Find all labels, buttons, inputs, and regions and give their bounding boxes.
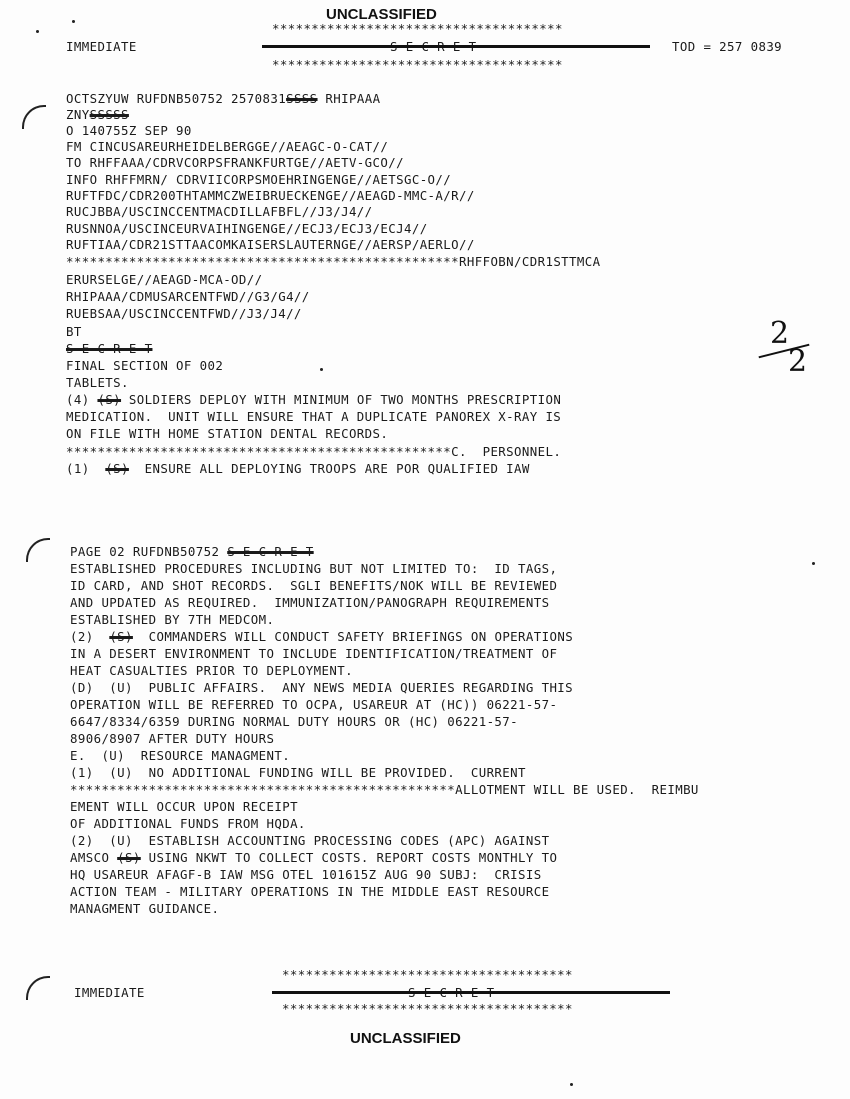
scan-speck <box>570 1083 573 1086</box>
routing-line: OCTSZYUW RUFDNB50752 2570831SSSS RHIPAAA <box>66 91 381 106</box>
struck-text: S E C R E T <box>227 544 314 559</box>
info-line: **************************************************RHFFOBN/CDR1STTMCA <box>66 254 601 269</box>
struck-text: (S) <box>117 850 141 865</box>
info-line: RUFTIAA/CDR21STTAACOMKAISERSLAUTERNGE//AERSP/AERLO// <box>66 237 475 252</box>
body-line: ACTION TEAM - MILITARY OPERATIONS IN THE MIDDLE EAST RESOURCE <box>70 884 550 899</box>
body-line: EMENT WILL OCCUR UPON RECEIPT <box>70 799 298 814</box>
info-line: INFO RHFFMRN/ CDRVIICORPSMOEHRINGENGE//AETSGC-O// <box>66 172 452 187</box>
precedence-footer: IMMEDIATE <box>74 985 145 1000</box>
scan-speck <box>812 562 815 565</box>
struck-text: SSSSS <box>89 107 129 122</box>
body-line: ESTABLISHED BY 7TH MEDCOM. <box>70 612 275 627</box>
body-line: HEAT CASUALTIES PRIOR TO DEPLOYMENT. <box>70 663 353 678</box>
body-line: 8906/8907 AFTER DUTY HOURS <box>70 731 275 746</box>
margin-mark <box>22 105 46 129</box>
body-line: (4) (S) SOLDIERS DEPLOY WITH MINIMUM OF TWO MONTHS PRESCRIPTION <box>66 392 562 407</box>
body-line: (2) (S) COMMANDERS WILL CONDUCT SAFETY BRIEFINGS ON OPERATIONS <box>70 629 574 644</box>
margin-mark <box>26 976 50 1000</box>
zny-line: ZNYSSSSS <box>66 107 129 122</box>
scan-speck <box>36 30 39 33</box>
section-indicator: FINAL SECTION OF 002 <box>66 358 224 373</box>
body-line: IN A DESERT ENVIRONMENT TO INCLUDE IDENTIFICATION/TREATMENT OF <box>70 646 558 661</box>
struck-secret: S E C R E T <box>66 341 153 356</box>
tod-stamp: TOD = 257 0839 <box>672 39 783 54</box>
body-line: (D) (U) PUBLIC AFFAIRS. ANY NEWS MEDIA QUERIES REGARDING THIS <box>70 680 574 695</box>
body-line: OPERATION WILL BE REFERRED TO OCPA, USAREUR AT (HC)) 06221-57- <box>70 697 558 712</box>
scan-speck <box>72 20 75 23</box>
date-time-group: O 140755Z SEP 90 <box>66 123 192 138</box>
body-line: OF ADDITIONAL FUNDS FROM HQDA. <box>70 816 306 831</box>
info-line: RUCJBBA/USCINCCENTMACDILLAFBFL//J3/J4// <box>66 204 373 219</box>
handwritten-page-number: 2 <box>770 316 790 351</box>
info-line: RUEBSAA/USCINCCENTFWD//J3/J4// <box>66 306 302 321</box>
struck-text: (S) <box>97 392 122 407</box>
secret-strikeout <box>272 991 670 994</box>
struck-text: SSSS <box>286 91 318 106</box>
body-line: *************************************************ALLOTMENT WILL BE USED. REIMBU <box>70 782 699 797</box>
header-stars-bottom: ************************************* <box>272 57 563 72</box>
struck-text: (S) <box>109 629 133 644</box>
info-line: RUSNNOA/USCINCEURVAIHINGENGE//ECJ3/ECJ3/ECJ4// <box>66 221 428 236</box>
body-line: ESTABLISHED PROCEDURES INCLUDING BUT NOT LIMITED TO: ID TAGS, <box>70 561 558 576</box>
body-line: AMSCO (S) USING NKWT TO COLLECT COSTS. REPORT COSTS MONTHLY TO <box>70 850 558 865</box>
from-line: FM CINCUSAREURHEIDELBERGGE//AEAGC-O-CAT// <box>66 139 389 154</box>
struck-text: (S) <box>105 461 129 476</box>
to-line: TO RHFFAAA/CDRVCORPSFRANKFURTGE//AETV-GCO// <box>66 155 404 170</box>
margin-mark <box>26 538 50 562</box>
body-line: ID CARD, AND SHOT RECORDS. SGLI BENEFITS/NOK WILL BE REVIEWED <box>70 578 558 593</box>
scan-speck <box>320 368 323 371</box>
body-line: AND UPDATED AS REQUIRED. IMMUNIZATION/PANOGRAPH REQUIREMENTS <box>70 595 550 610</box>
handwritten-page-total: 2 <box>788 344 808 379</box>
body-line: 6647/8334/6359 DURING NORMAL DUTY HOURS OR (HC) 06221-57- <box>70 714 519 729</box>
break-marker: BT <box>66 324 82 339</box>
page-line: PAGE 02 RUFDNB50752 S E C R E T <box>70 544 314 559</box>
footer-stars-bottom: ************************************* <box>282 1001 573 1016</box>
body-line: MANAGMENT GUIDANCE. <box>70 901 220 916</box>
info-line: ERURSELGE//AEAGD-MCA-OD// <box>66 272 263 287</box>
body-line: HQ USAREUR AFAGF-B IAW MSG OTEL 101615Z AUG 90 SUBJ: CRISIS <box>70 867 542 882</box>
body-line: (1) (U) NO ADDITIONAL FUNDING WILL BE PROVIDED. CURRENT <box>70 765 526 780</box>
footer-stars-top: ************************************* <box>282 967 573 982</box>
classification-header: UNCLASSIFIED <box>326 6 437 23</box>
classification-footer: UNCLASSIFIED <box>350 1030 461 1047</box>
header-stars-top: ************************************* <box>272 21 563 36</box>
body-line: TABLETS. <box>66 375 129 390</box>
precedence-header: IMMEDIATE <box>66 39 137 54</box>
body-line: ON FILE WITH HOME STATION DENTAL RECORDS. <box>66 426 389 441</box>
body-line: MEDICATION. UNIT WILL ENSURE THAT A DUPLICATE PANOREX X-RAY IS <box>66 409 562 424</box>
info-line: RHIPAAA/CDMUSARCENTFWD//G3/G4// <box>66 289 310 304</box>
body-line: E. (U) RESOURCE MANAGMENT. <box>70 748 291 763</box>
body-line: *************************************************C. PERSONNEL. <box>66 444 562 459</box>
body-line: (1) (S) ENSURE ALL DEPLOYING TROOPS ARE POR QUALIFIED IAW <box>66 461 530 476</box>
body-line: (2) (U) ESTABLISH ACCOUNTING PROCESSING CODES (APC) AGAINST <box>70 833 550 848</box>
secret-strikeout <box>262 45 650 48</box>
info-line: RUFTFDC/CDR200THTAMMCZWEIBRUECKENGE//AEAGD-MMC-A/R// <box>66 188 475 203</box>
